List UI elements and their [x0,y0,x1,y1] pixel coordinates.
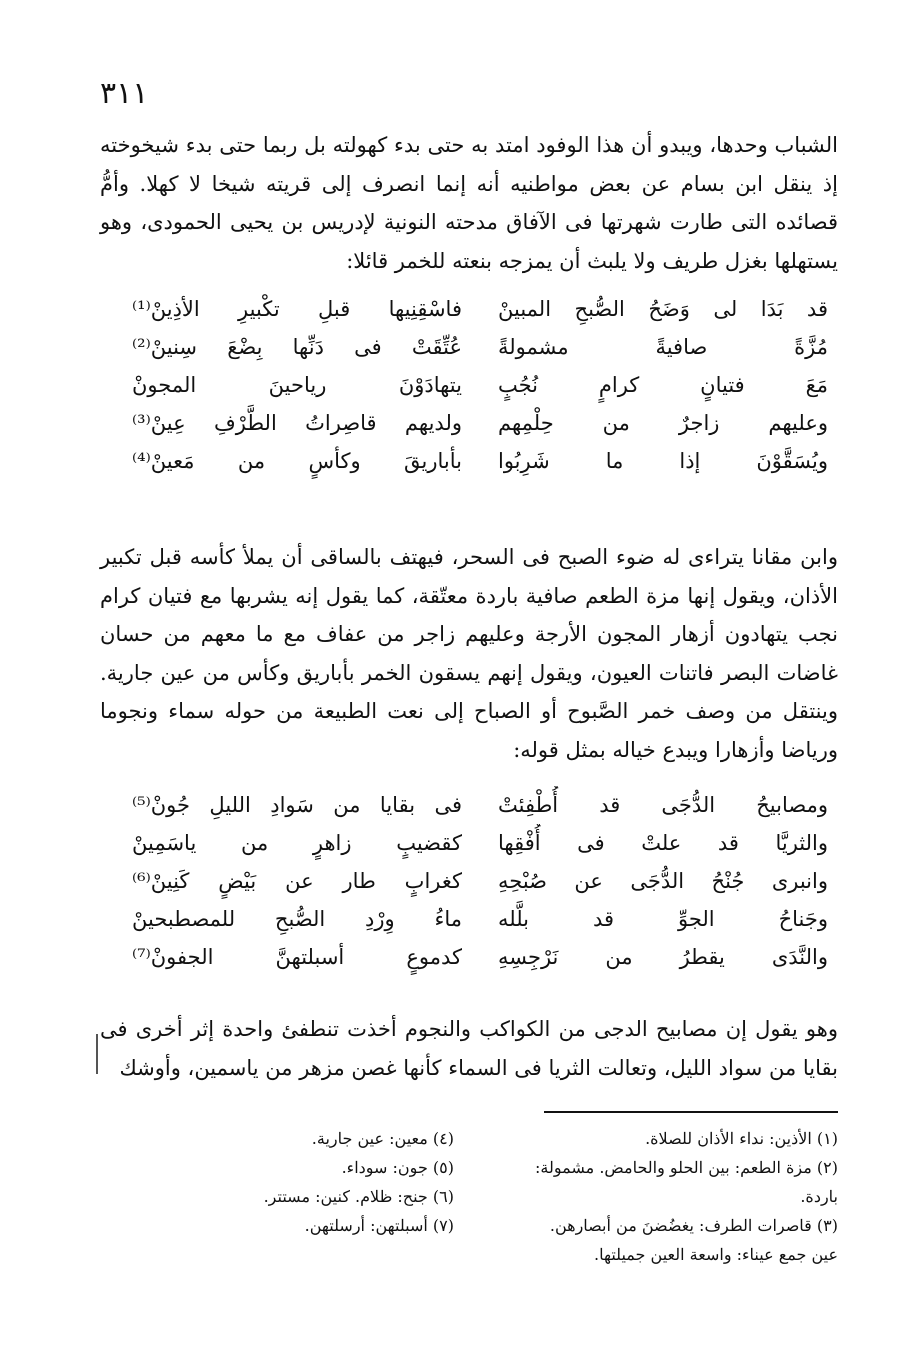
verse-second-hemistich: عُتِّقَتْ فى دَنِّها بِضْعَ سِنينْ⁽²⁾ [132,335,462,359]
verse-first-hemistich: وعليهم زاجرٌ من حِلْمِهم [498,411,828,435]
verse-line [108,786,828,824]
verse-first-hemistich: مَعَ فتيانٍ كرامٍ نُجُبٍ [498,373,828,397]
footnote-line: (٣) قاصرات الطرف: يغضُضنَ من أبصارهن. [549,1216,838,1235]
footnote-line: (٧) أسبلتهن: أرسلتهن. [304,1216,454,1235]
verse-line [108,442,828,480]
footnote-line: (٦) جنح: ظلام. كنين: مستتر. [263,1187,454,1206]
paragraph-commentary: وابن مقانا يتراءى له ضوء الصبح فى السحر، فيهتف بالساقى أن يملأ كأسه قبل تكبير الأذان، ويقول إنها مزة الطعم صافية باردة معتّقة، كما يقول إنه يشربها مع فتيان كرام نجب يتهادون أزهار المجون الأرجة وعليهم زاجر من عفاف مع ما معهم من حسان غاضات البصر فاتنات العيون، ويقول إنهم يسقون الخمر بأباريق وكأس من عين جارية. وينتقل من وصف خمر الصَّبوح أو الصباح إلى نعت الطبيعة من حوله سماء ونجوما ورياضا وأزهارا ويبدع خياله بمثل قوله: [100,545,838,762]
verse-second-hemistich: يتهادَوْنَ رياحينَ المجونْ [132,373,462,397]
footnote-separator [544,1111,838,1113]
footnote-line: (١) الأذين: نداء الأذان للصلاة. [645,1129,838,1148]
paragraph-intro: الشباب وحدها، ويبدو أن هذا الوفود امتد به حتى بدء كهولته بل ربما حتى بدء شيخوخته إذ ينقل ابن بسام عن بعض مواطنيه أنه إنما انصرف إلى قريته شيخا لا كهلا. وأمُّ قصائده التى طارت شهرتها فى الآفاق مدحته النونية لإدريس بن يحيى الحمودى، وهو يستهلها بغزل طريف ولا يلبث أن يمزجه بنعته للخمر قائلا: [100,133,838,273]
verse-first-hemistich: ويُسَقَّوْنَ إذا ما شَرِبُوا [498,449,828,473]
verse-first-hemistich: وجَناحُ الجوِّ قد بلَّله [498,907,828,931]
verse-first-hemistich: قد بَدَا لى وَضَحُ الصُّبحِ المبينْ [498,297,828,321]
page-number: ٣١١ [100,76,149,111]
footnotes-right-column [478,1124,838,1269]
verse-second-hemistich: كغرابٍ طار عن بَيْضٍ كَنِينْ⁽⁶⁾ [132,869,462,893]
verse-second-hemistich: ماءُ وِرْدِ الصُّبحِ للمصطبحينْ [132,907,462,931]
verse-line [108,938,828,976]
poem-excerpt-wine [108,290,828,480]
footnotes-left-column [154,1124,454,1240]
verse-second-hemistich: ولديهم قاصِراتُ الطَّرْفِ عِينْ⁽³⁾ [132,411,462,435]
verse-first-hemistich: والثريَّا قد علتْ فى أُفْقِها [498,831,828,855]
footnote-line: (٥) جون: سوداء. [341,1158,454,1177]
verse-second-hemistich: بأباريقَ وكأسٍ من مَعينْ⁽⁴⁾ [132,449,462,473]
verse-second-hemistich: فاسْقِنِيها قبلِ تكْبيرِ الأذِينْ⁽¹⁾ [132,297,462,321]
verse-second-hemistich: كقضيبٍ زاهرٍ من ياسَمِينْ [132,831,462,855]
scan-edge-mark [96,1034,98,1074]
footnote-line: باردة. [800,1187,838,1206]
verse-line [108,290,828,328]
verse-line [108,404,828,442]
paragraph-continuation: وهو يقول إن مصابيح الدجى من الكواكب والنجوم أخذت تنطفئ واحدة إثر أخرى فى بقايا من سواد الليل، وتعالت الثريا فى السماء كأنها غصن مزهر من ياسمين، وأوشك [100,1017,838,1080]
verse-first-hemistich: مُزَّةً صافيةً مشمولةً [498,335,828,359]
verse-line [108,328,828,366]
verse-line [108,862,828,900]
verse-line [108,366,828,404]
verse-first-hemistich: وانبرى جُنْحُ الدُّجَى عن صُبْحِهِ [498,869,828,893]
verse-line [108,824,828,862]
footnote-line: (٢) مزة الطعم: بين الحلو والحامض. مشمولة: [535,1158,838,1177]
verse-first-hemistich: والنَّدَى يقطرُ من نَرْجِسِهِ [498,945,828,969]
poem-excerpt-nature [108,786,828,976]
verse-line [108,900,828,938]
footnote-line: عين جمع عيناء: واسعة العين جميلتها. [594,1245,838,1264]
verse-second-hemistich: فى بقايا من سَوادِ الليلِ جُونْ⁽⁵⁾ [132,793,462,817]
verse-second-hemistich: كدموعٍ أسبلتهنَّ الجفونْ⁽⁷⁾ [132,945,462,969]
footnote-line: (٤) معين: عين جارية. [311,1129,454,1148]
verse-first-hemistich: ومصابيحُ الدُّجَى قد أُطْفِئتْ [498,793,828,817]
